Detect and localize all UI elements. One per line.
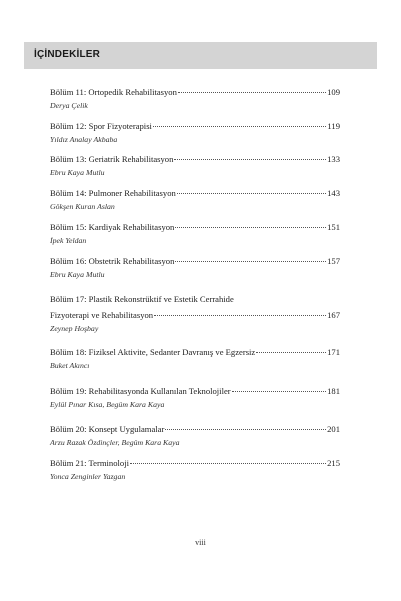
dot-leader bbox=[178, 92, 326, 93]
folio-page-number: viii bbox=[195, 538, 206, 547]
page-number: 201 bbox=[327, 424, 340, 434]
chapter-title: Bölüm 19: Rehabilitasyonda Kullanılan Teknolojiler bbox=[50, 386, 231, 396]
toc-title-line bbox=[50, 154, 340, 165]
dot-leader bbox=[232, 391, 326, 392]
page-number: 181 bbox=[327, 386, 340, 396]
dot-leader bbox=[177, 193, 326, 194]
chapter-title: Bölüm 11: Ortopedik Rehabilitasyon bbox=[50, 87, 177, 97]
chapter-author: Derya Çelik bbox=[50, 101, 88, 110]
dot-leader bbox=[165, 429, 326, 430]
chapter-title: Bölüm 12: Spor Fizyoterapisi bbox=[50, 121, 152, 131]
toc-title-line bbox=[50, 121, 340, 132]
toc-entry-chapter-21[interactable] bbox=[50, 458, 340, 482]
page-number: 109 bbox=[327, 87, 340, 97]
toc-title-line bbox=[50, 87, 340, 98]
dot-leader bbox=[175, 227, 326, 228]
chapter-title: Bölüm 13: Geriatrik Rehabilitasyon bbox=[50, 154, 174, 164]
page-number: 167 bbox=[327, 310, 340, 320]
chapter-title: Bölüm 14: Pulmoner Rehabilitasyon bbox=[50, 188, 176, 198]
page-number: 171 bbox=[327, 347, 340, 357]
dot-leader bbox=[256, 352, 326, 353]
chapter-author: Buket Akıncı bbox=[50, 361, 90, 370]
chapter-author: Ebru Kaya Mutlu bbox=[50, 168, 105, 177]
chapter-title: Bölüm 21: Terminoloji bbox=[50, 458, 129, 468]
toc-title-line bbox=[50, 222, 340, 233]
toc-entry-chapter-19[interactable] bbox=[50, 386, 340, 410]
dot-leader bbox=[130, 463, 326, 464]
toc-title-line bbox=[50, 294, 340, 305]
chapter-author: Arzu Razak Özdinçler, Begüm Kara Kaya bbox=[50, 438, 180, 447]
page-number: 215 bbox=[327, 458, 340, 468]
chapter-title: Bölüm 17: Plastik Rekonstrüktif ve Estetik Cerrahide bbox=[50, 294, 234, 304]
dot-leader bbox=[174, 159, 326, 160]
chapter-author: İpek Yeldan bbox=[50, 236, 87, 245]
chapter-author: Zeynep Hoşbay bbox=[50, 324, 99, 333]
toc-entry-chapter-13[interactable] bbox=[50, 154, 340, 178]
toc-entry-chapter-17[interactable] bbox=[50, 294, 340, 334]
chapter-title: Bölüm 18: Fiziksel Aktivite, Sedanter Davranış ve Egzersiz bbox=[50, 347, 256, 357]
chapter-title: Bölüm 20: Konsept Uygulamalar bbox=[50, 424, 165, 434]
toc-title-line bbox=[50, 256, 340, 267]
chapter-author: Yıldız Analay Akbaba bbox=[50, 135, 118, 144]
toc-title-line bbox=[50, 310, 340, 321]
chapter-title: Bölüm 16: Obstetrik Rehabilitasyon bbox=[50, 256, 175, 266]
dot-leader bbox=[175, 261, 326, 262]
toc-entry-chapter-20[interactable] bbox=[50, 424, 340, 448]
chapter-title: Bölüm 15: Kardiyak Rehabilitasyon bbox=[50, 222, 175, 232]
toc-entry-chapter-15[interactable] bbox=[50, 222, 340, 246]
toc-entry-chapter-16[interactable] bbox=[50, 256, 340, 280]
page-number: 151 bbox=[327, 222, 340, 232]
page-number: 143 bbox=[327, 188, 340, 198]
toc-title-line bbox=[50, 188, 340, 199]
dot-leader bbox=[153, 126, 326, 127]
toc-title-line bbox=[50, 424, 340, 435]
chapter-author: Yonca Zenginler Yazgan bbox=[50, 472, 126, 481]
page-number: 157 bbox=[327, 256, 340, 266]
dot-leader bbox=[154, 315, 326, 316]
page-title: İÇİNDEKİLER bbox=[34, 49, 101, 60]
toc-title-line bbox=[50, 386, 340, 397]
toc-title-line bbox=[50, 347, 340, 358]
chapter-author: Eylül Pınar Kısa, Begüm Kara Kaya bbox=[50, 400, 165, 409]
toc-entry-chapter-12[interactable] bbox=[50, 121, 340, 145]
toc-entry-chapter-14[interactable] bbox=[50, 188, 340, 212]
toc-entry-chapter-18[interactable] bbox=[50, 347, 340, 371]
toc-title-line bbox=[50, 458, 340, 469]
page-number: 119 bbox=[327, 121, 340, 131]
page-number: 133 bbox=[327, 154, 340, 164]
chapter-author: Gökşen Kuran Aslan bbox=[50, 202, 115, 211]
chapter-author: Ebru Kaya Mutlu bbox=[50, 270, 105, 279]
toc-entry-chapter-11[interactable] bbox=[50, 87, 340, 111]
chapter-title-continued: Fizyoterapi ve Rehabilitasyon bbox=[50, 310, 154, 320]
